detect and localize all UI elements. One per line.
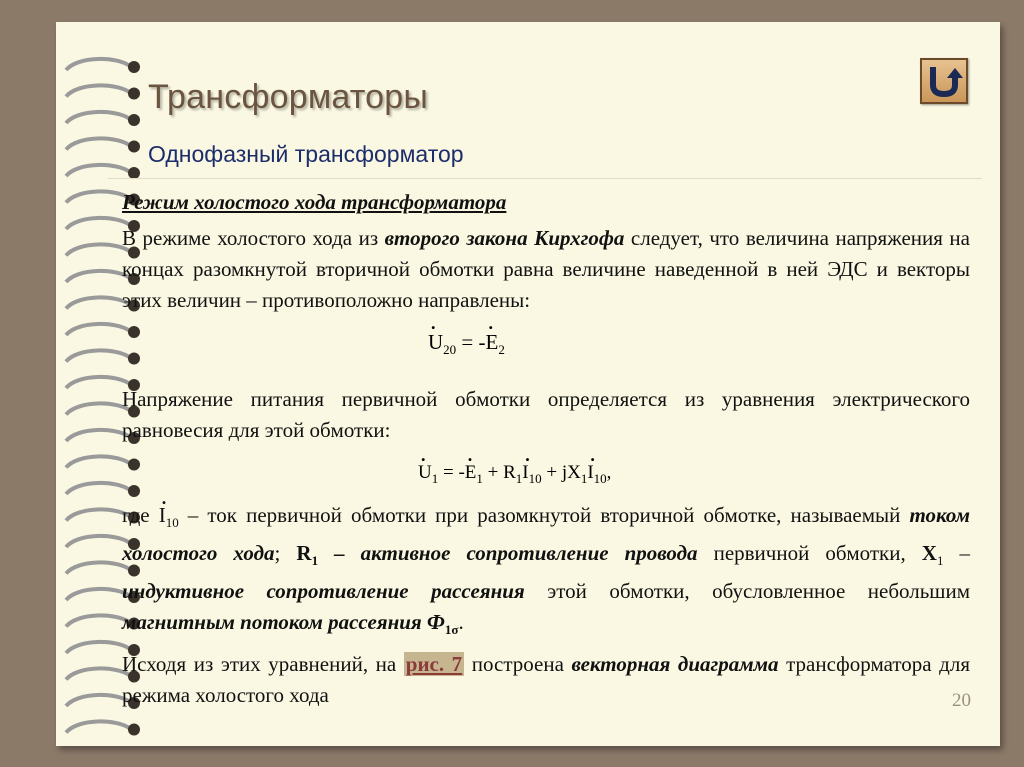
binding-hole <box>128 114 140 126</box>
binding-ring <box>66 589 130 600</box>
paragraph-3: где . $I_{10}$ – ток первичной обмотки при разомкнутой вторичной обмотке, называемый током холостого хода; $R_1$ – активное сопротивление провода первичной обмотки, $X_1$ – индуктивное сопротивление рассеяния этой обмотки, обусловленное небольшим магнитным потоком рассеяния $Ф_{1\sigma}$. <box>122 500 970 645</box>
formula-2: . $U_1$ = -. $E_1 + R_1$. $I_{10} + jX_1$. $I_{10}$, <box>418 462 611 487</box>
binding-ring <box>66 483 130 494</box>
formula-1: . $U_{20}$ = -. $E_2$ <box>428 330 505 358</box>
binding-ring <box>66 165 130 176</box>
binding-ring <box>66 536 130 547</box>
binding-ring <box>66 244 130 255</box>
page-subtitle: Однофазный трансформатор <box>148 141 464 167</box>
paragraph-2: Напряжение питания первичной обмотки определяется из уравнения электрического равновесия для этой обмотки: <box>122 387 970 442</box>
binding-ring <box>66 138 130 149</box>
binding-ring <box>66 668 130 679</box>
binding-hole <box>128 141 140 153</box>
binding-ring <box>66 456 130 467</box>
binding-ring <box>66 297 130 308</box>
divider <box>108 178 982 179</box>
slide-content <box>122 187 970 711</box>
page-title: Трансформаторы <box>148 78 429 116</box>
back-button[interactable] <box>920 58 968 104</box>
binding-ring <box>66 271 130 282</box>
binding-ring <box>66 642 130 653</box>
binding-hole <box>128 88 140 100</box>
binding-ring <box>66 191 130 202</box>
paragraph-4: Исходя из этих уравнений, на рис. 7 построена векторная диаграмма трансформатора для режима холостого хода <box>122 652 970 707</box>
binding-ring <box>66 509 130 520</box>
kirchhoff-law: второго закона Кирхгофа <box>384 226 625 250</box>
binding-hole <box>128 61 140 73</box>
binding-ring <box>66 112 130 123</box>
binding-hole <box>128 724 140 736</box>
binding-ring <box>66 85 130 96</box>
binding-ring <box>66 59 130 70</box>
paragraph-1: В режиме холостого хода из второго закона Кирхгофа следует, что величина напряжения на концах разомкнутой вторичной обмотки равна величине наведенной в ней ЭДС и векторы этих величин – противоположно направлены: <box>122 226 970 312</box>
binding-ring <box>66 562 130 573</box>
section-heading: Режим холостого хода трансформатора <box>122 190 507 214</box>
page-number: 20 <box>952 690 971 711</box>
binding-ring <box>66 615 130 626</box>
binding-ring <box>66 377 130 388</box>
binding-ring <box>66 430 130 441</box>
binding-ring <box>66 403 130 414</box>
binding-ring <box>66 695 130 706</box>
binding-ring <box>66 721 130 732</box>
u-turn-back-icon <box>922 60 966 102</box>
binding-ring <box>66 324 130 335</box>
figure-7-link[interactable]: рис. 7 <box>405 652 463 676</box>
binding-ring <box>66 350 130 361</box>
binding-ring <box>66 218 130 229</box>
